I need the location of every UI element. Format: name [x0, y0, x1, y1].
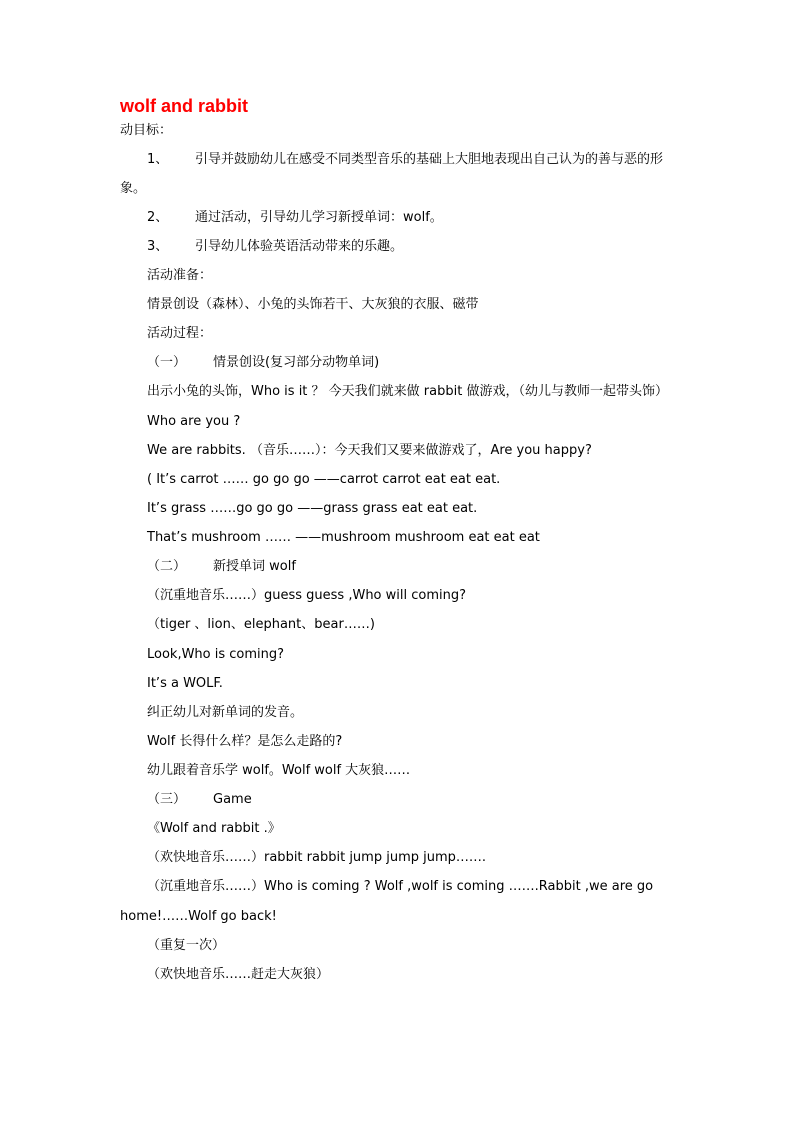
section-number: （二） [147, 559, 187, 574]
paragraph-line: It’s a WOLF. [147, 676, 223, 691]
goal-item-1-continued: 象。 [120, 181, 147, 196]
paragraph-line: That’s mushroom …… ——mushroom mushroom eat eat eat [147, 530, 540, 545]
paragraph-line: Who are you ? [147, 414, 241, 429]
goal-text: 引导并鼓励幼儿在感受不同类型音乐的基础上大胆地表现出自己认为的善与恶的形 [195, 152, 664, 167]
section-heading-2 [147, 558, 296, 576]
paragraph-line: 出示小兔的头饰，Who is it ？ 今天我们就来做 rabbit 做游戏，（幼儿与教师一起带头饰） [147, 384, 668, 399]
paragraph-line: （欢快地音乐……）rabbit rabbit jump jump jump……. [147, 850, 487, 865]
goal-item-1 [147, 151, 663, 169]
document-title: wolf and rabbit [120, 96, 248, 116]
preparation-text: 情景创设（森林）、小兔的头饰若干、大灰狼的衣服、磁带 [147, 297, 479, 312]
paragraph-line: （重复一次） [147, 938, 226, 953]
paragraph-line-continued: home!……Wolf go back! [120, 909, 277, 924]
process-heading: 活动过程： [147, 326, 213, 341]
preparation-heading: 活动准备： [147, 268, 213, 283]
goal-item-2 [147, 209, 443, 227]
section-title: Game [213, 792, 252, 807]
section-number: （一） [147, 355, 187, 370]
section-number: （三） [147, 792, 187, 807]
paragraph-line: ( It’s carrot …… go go go ——carrot carrot eat eat eat. [147, 472, 501, 487]
goal-item-3 [147, 238, 403, 256]
paragraph-line: 幼儿跟着音乐学 wolf。Wolf wolf 大灰狼…… [147, 763, 411, 778]
paragraph-line: （沉重地音乐……）Who is coming ? Wolf ,wolf is coming …….Rabbit ,we are go [147, 879, 654, 894]
goal-text: 通过活动，引导幼儿学习新授单词：wolf。 [195, 210, 443, 225]
paragraph-line: （tiger 、lion、elephant、bear……) [147, 617, 375, 632]
paragraph-line: Look,Who is coming? [147, 647, 285, 662]
paragraph-line: Wolf 长得什么样？是怎么走路的? [147, 734, 343, 749]
section-title: 新授单词 wolf [213, 559, 296, 574]
section-title: 情景创设(复习部分动物单词) [213, 355, 380, 370]
paragraph-line: It’s grass ……go go go ——grass grass eat eat eat. [147, 501, 478, 516]
paragraph-line: 纠正幼儿对新单词的发音。 [147, 705, 304, 720]
goal-number: 3、 [147, 239, 169, 254]
paragraph-line: （沉重地音乐……）guess guess ,Who will coming? [147, 588, 467, 603]
goals-heading: 动目标： [120, 123, 173, 138]
section-heading-1 [147, 354, 379, 372]
paragraph-line: （欢快地音乐……赶走大灰狼） [147, 967, 330, 982]
paragraph-line: 《Wolf and rabbit .》 [147, 821, 281, 836]
paragraph-line: We are rabbits. （音乐……）：今天我们又要来做游戏了，Are you happy? [147, 443, 592, 458]
goal-text: 引导幼儿体验英语活动带来的乐趣。 [195, 239, 404, 254]
goal-number: 1、 [147, 152, 169, 167]
section-heading-3 [147, 791, 252, 809]
goal-number: 2、 [147, 210, 169, 225]
